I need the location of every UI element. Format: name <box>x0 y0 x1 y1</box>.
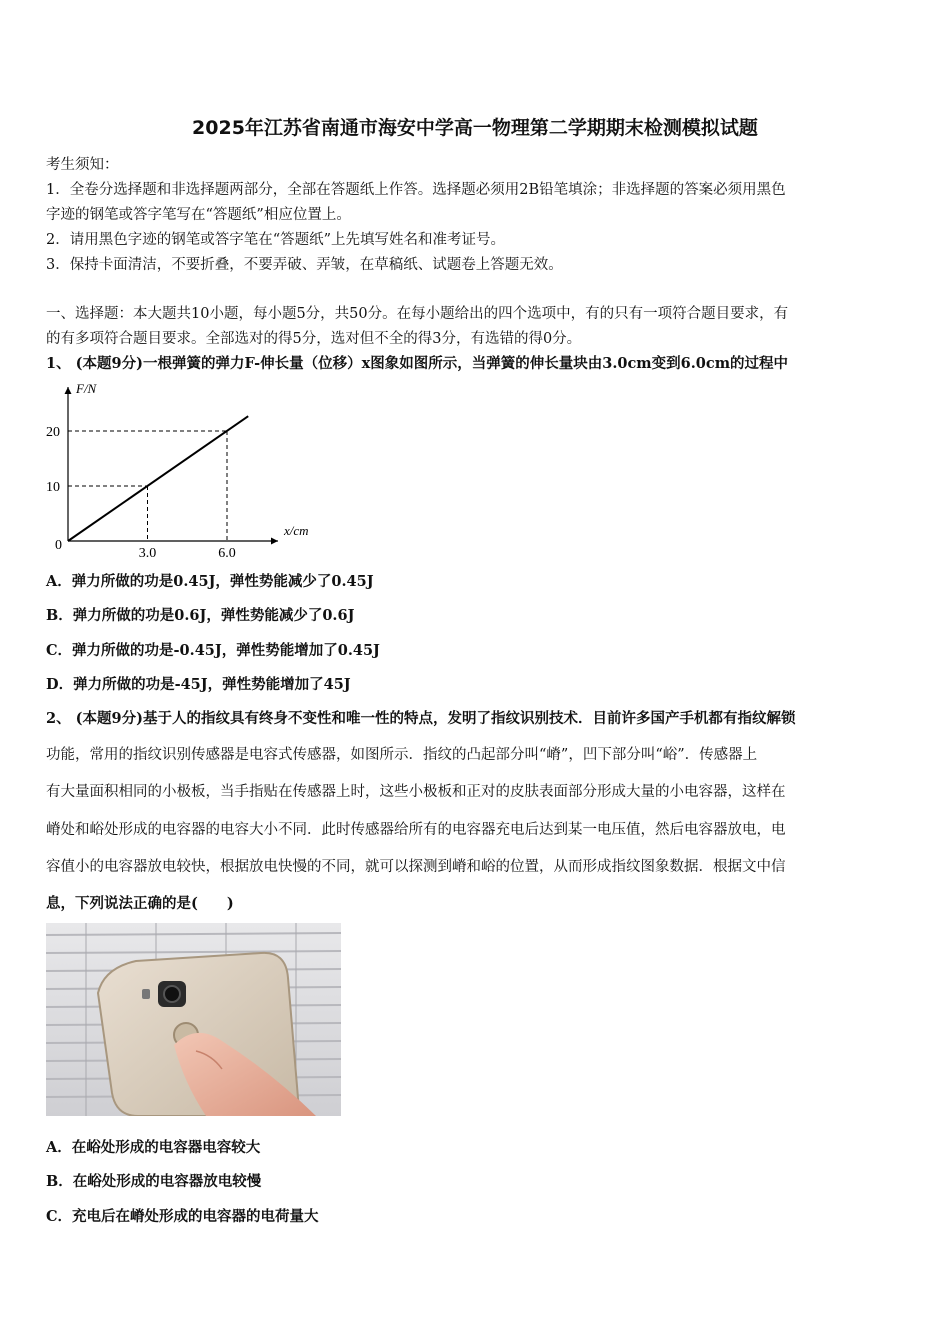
notice-item: 字迹的钢笔或答字笔写在“答题纸”相应位置上。 <box>46 207 351 223</box>
x-axis-label: x/cm <box>284 523 309 538</box>
notice-heading: 考生须知： <box>46 157 119 173</box>
question-2-number: 2、 (本题9分)基于人的指纹具有终身不变性和唯一性的特点，发明了指纹识别技术．目前许多国产手机都有指纹解锁 <box>46 710 796 727</box>
question-2-stem: 有大量面积相同的小极板，当手指贴在传感器上时，这些小极板和正对的皮肤表面部分形成大量的小电容器，这样在 <box>46 784 786 800</box>
section-instructions: 的有多项符合题目要求。全部选对的得5分，选对但不全的得3分，有选错的得0分。 <box>46 331 582 347</box>
question-1-stem: 1、 (本题9分)一根弹簧的弹力F-伸长量（位移）x图象如图所示，当弹簧的伸长量块由3.0cm变到6.0cm的过程中 <box>46 355 789 372</box>
question-1-option-a[interactable]: A．弹力所做的功是0.45J，弹性势能减少了0.45J <box>46 573 374 590</box>
origin-label: 0 <box>55 538 62 553</box>
section-instructions: 一、选择题：本大题共10小题，每小题5分，共50分。在每小题给出的四个选项中，有的只有一项符合题目要求，有 <box>46 306 789 322</box>
series-line <box>68 416 248 541</box>
notice-item: 3．保持卡面清洁，不要折叠，不要弄破、弄皱，在草稿纸、试题卷上答题无效。 <box>46 257 563 273</box>
question-2-stem: 容值小的电容器放电较快，根据放电快慢的不同，就可以探测到嵴和峪的位置，从而形成指纹图象数据．根据文中信 <box>46 859 786 875</box>
fingerprint-phone-photo <box>46 923 341 1116</box>
question-2-option-a[interactable]: A．在峪处形成的电容器电容较大 <box>46 1139 261 1156</box>
page-title: 2025年江苏省南通市海安中学高一物理第二学期期末检测模拟试题 <box>192 117 758 139</box>
question-2-stem: 功能，常用的指纹识别传感器是电容式传感器，如图所示．指纹的凸起部分叫“嵴”，凹下部分叫“峪”．传感器上 <box>46 747 758 763</box>
question-2-option-c[interactable]: C．充电后在嵴处形成的电容器的电荷量大 <box>46 1208 319 1225</box>
x-tick-label: 3.0 <box>138 546 157 560</box>
question-1-option-d[interactable]: D．弹力所做的功是-45J，弹性势能增加了45J <box>46 676 351 693</box>
fx-graph <box>38 375 328 560</box>
notice-item: 2．请用黑色字迹的钢笔或答字笔在“答题纸”上先填写姓名和准考证号。 <box>46 232 506 248</box>
question-2-stem <box>46 707 795 728</box>
y-tick-label: 10 <box>46 480 60 495</box>
question-2-option-b[interactable]: B．在峪处形成的电容器放电较慢 <box>46 1173 262 1190</box>
x-tick-label: 6.0 <box>218 546 236 560</box>
question-1-option-c[interactable]: C．弹力所做的功是-0.45J，弹性势能增加了0.45J <box>46 642 380 659</box>
question-2-stem: 息，下列说法正确的是( ) <box>46 895 234 912</box>
notice-item: 1．全卷分选择题和非选择题两部分，全部在答题纸上作答。选择题必须用2B铅笔填涂；非选择题的答案必须用黑色 <box>46 182 786 198</box>
question-1-option-b[interactable]: B．弹力所做的功是0.6J，弹性势能减少了0.6J <box>46 607 355 624</box>
question-2-stem: 嵴处和峪处形成的电容器的电容大小不同．此时传感器给所有的电容器充电后达到某一电压值，然后电容器放电，电 <box>46 822 786 838</box>
y-axis-label: F/N <box>76 381 97 396</box>
y-tick-label: 20 <box>46 425 60 440</box>
